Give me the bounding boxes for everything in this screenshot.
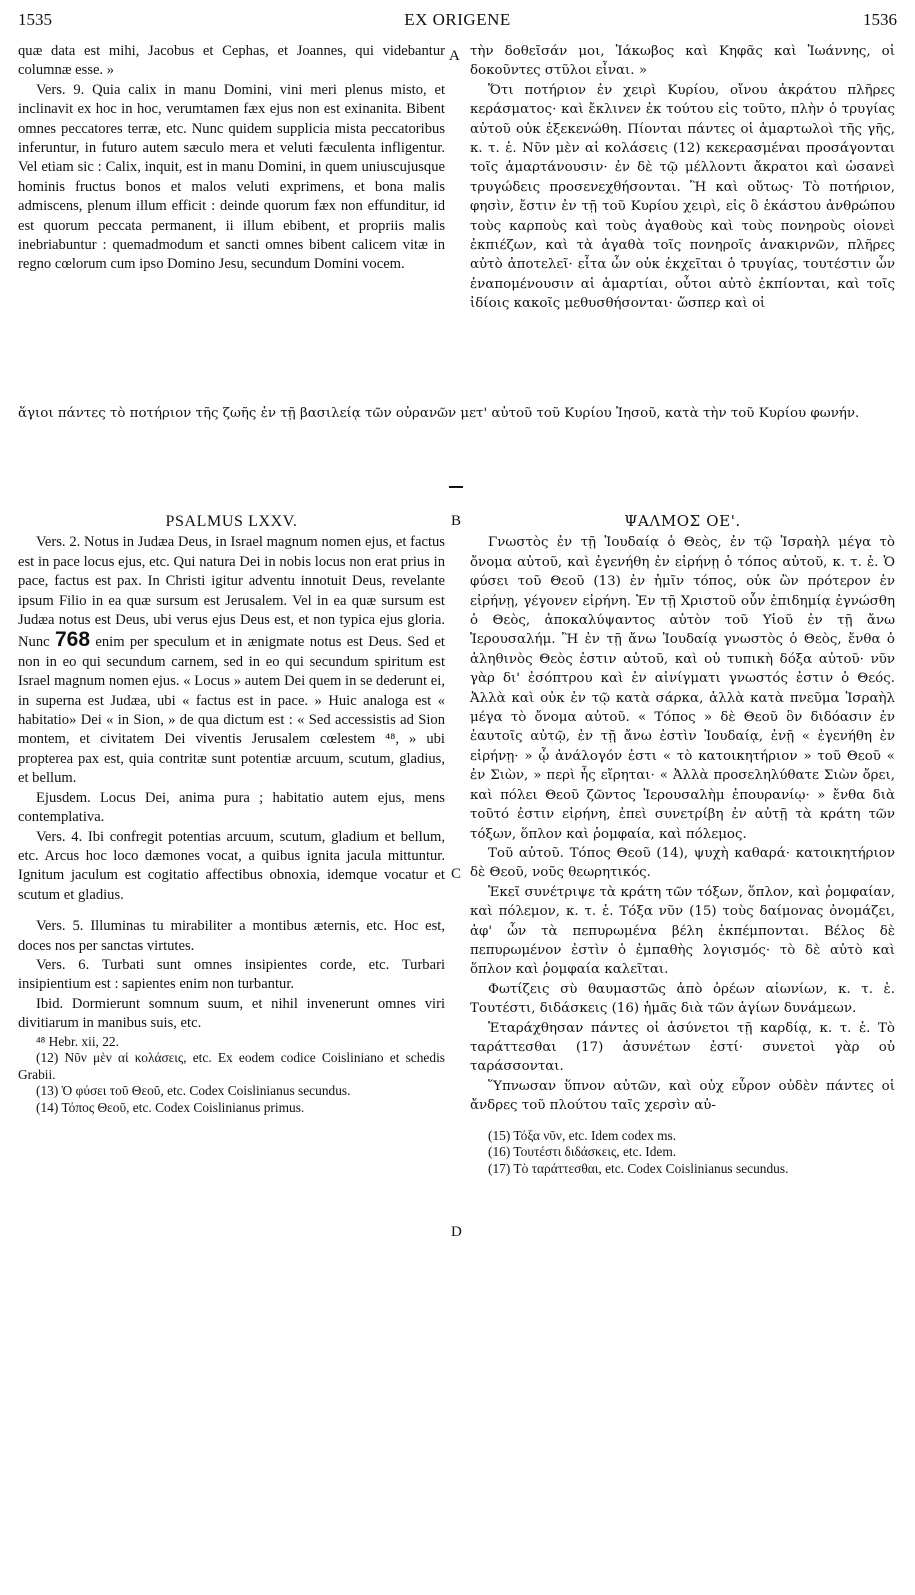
latin-paragraph: Vers. 6. Turbati sunt omnes insipientes corde, etc. Turbari insipientium est : sapientes enim non turbantur. (18, 956, 445, 993)
greek-psalm-column (470, 512, 895, 1177)
footnote: (14) Τόπος Θεοῦ, etc. Codex Coislinianus primus. (36, 1099, 305, 1115)
latin-footnotes (18, 1034, 445, 1117)
running-title: EX ORIGENE (404, 10, 511, 29)
greek-paragraph: Τοῦ αὐτοῦ. Τόπος Θεοῦ (14), ψυχὴ καθαρά· κατοικητήριον δὲ Θεοῦ, νοῦς θεωρητικός. (470, 845, 895, 881)
full-width-greek-line: ἅγιοι πάντες τὸ ποτήριον τῆς ζωῆς ἐν τῇ βασιλείᾳ τῶν οὐρανῶν μετ' αὐτοῦ τοῦ Κυρίου Ἰησοῦ, κατὰ τὴν τοῦ Κυρίου φωνήν. (18, 406, 860, 421)
latin-paragraph: Vers. 5. Illuminas tu mirabiliter a montibus æternis, etc. Hoc est, doces nos per sanctas virtutes. (18, 918, 445, 954)
footnote: (17) Τὸ ταράττεσθαι, etc. Codex Coislinianus secundus. (488, 1160, 789, 1176)
latin-text: enim per speculum et in ænigmate notus est Deus. Sed et non in eo qui secundum carnem, sed in eo qui secundum spiritum est Israel magnum nomen ejus. « Locus » autem Dei quem in se dederunt ei, in superna est Judæa, ubi « factus est in pace. » Huic analoga est « habitatio» Dei « in Sion, » de qua dictum est : « Sed accessistis ad Sion montem, et civitatem Dei viventis Jerusalem cœlestem ⁴⁸, » ubi propterea pax est, quia contritæ sunt potentiæ arcuum, scutum, gladius, et bellum. (18, 634, 445, 787)
margin-marker-d: D (451, 1224, 462, 1240)
margin-marker-b: B (451, 513, 462, 529)
running-header (18, 10, 897, 36)
latin-paragraph: Vers. 9. Quia calix in manu Domini, vini meri plenus misto, et inclinavit ex hoc in hoc, verumtamen fæx ejus non est exinanita. Bibent omnes peccatores terræ, etc. Nunc quidem supplicia mista peccatoribus inferuntur, in futuro autem sæculo mera et veluti fæculenta infligentur. Vel etiam sic : Calix, inquit, est in manu Domini, in quem uniuscujusque hominis fructus bonos et malos veluti exprimens, et bona malis admiscens, plenum illum efficit : deinde quorum fæx non effunditur, id est quorum peccata permanent, ii illum ebibent, et propriis malis inebriabuntur : quemadmodum et sancti omnes bibent calicem vitæ in regno cœlorum cum ipso Domino Jesu, secundum Domini vocem. (18, 81, 445, 273)
latin-text: Vers. 2. Notus in Judæa Deus, in Israel magnum nomen ejus, et factus est in pace locus ejus, etc. Qui natura Dei in nobis locus non erat prius in pace, factus est pax. In Christi igitur adventu innotuit Deus, revelante ipsum Filio in ea quæ sursum est Jerusalem. Vel in ea quæ sursum est Judæa notus est Deus, ubi verus ejus Deus est, et non typica ejus gloria. Nunc (18, 534, 445, 651)
top-greek-column (470, 42, 895, 314)
top-latin-column (18, 42, 445, 275)
page-number-right: 1536 (863, 10, 897, 29)
margin-marker-a: A (449, 48, 460, 64)
latin-paragraph: quæ data est mihi, Jacobus et Cephas, et Joannes, qui videbantur columnæ esse. » (18, 43, 445, 79)
greek-paragraph: Ὕπνωσαν ὕπνον αὐτῶν, καὶ οὐχ εὗρον οὐδὲν πάντες οἱ ἄνδρες τοῦ πλούτου ταῖς χερσὶν αὐ- (470, 1078, 895, 1114)
greek-paragraph: Ἐκεῖ συνέτριψε τὰ κράτη τῶν τόξων, ὅπλον, καὶ ῥομφαίαν, καὶ πόλεμον, κ. τ. ἑ. Τόξα νῦν (15) τοὺς δαίμονας ὀνομάζει, ἀφ' ὧν τὰ πεπυρωμένα βέλη ἐκπέμπονται. Βέλος δὲ πεπυρωμένον ἐστὶν ὁ ἐμπαθὴς λογισμός· τὸ δὲ αὐτὸ καὶ ὅπλον καὶ ῥομφαία καλεῖται. (470, 884, 895, 978)
greek-paragraph: Ὅτι ποτήριον ἐν χειρὶ Κυρίου, οἴνου ἀκράτου πλῆρες κεράσματος· καὶ ἔκλινεν ἐκ τούτου εἰς τοῦτο, πλὴν ὁ τρυγίας αὐτοῦ οὐκ ἐξεκενώθη. Πίονται πάντες οἱ ἁμαρτωλοὶ τῆς γῆς, κ. τ. ἑ. Νῦν μὲν αἱ κολάσεις (12) κεκερασμέναι προσάγονται τοῖς ἁμαρτάνουσιν· ἐν δὲ τῷ μέλλοντι ἄκρατοι καὶ ὡσανεὶ τρυγώδεις προσενεχθήσονται. Ἢ καὶ οὕτως· Τὸ ποτήριον, φησὶν, ἔστιν ἐν τῇ τοῦ Κυρίου χειρὶ, εἰς ὃ ἑκάστου ἀνθρώπου τοὺς καρποὺς καὶ τοὺς ἀγαθοὺς καὶ τοὺς πονηροὺς οἱονεὶ ἐκπιέζων, καὶ τὰ ἀγαθὰ τοῖς πονηροῖς ἀνακιρνῶν, πλῆρες αὐτὸ ἀποτελεῖ· εἶτα ὧν οὐκ ἐκχεῖται ὁ τρυγίας, τουτέστιν ὧν ἐναπομένουσιν αἱ ἁμαρτίαι, οὗτοι αὐτὸ ἐκπίονται, καὶ τοῖς ἰδίοις κακοῖς μεθυσθήσονται· ὥσπερ καὶ οἱ (470, 82, 895, 312)
greek-footnotes (470, 1128, 895, 1178)
section-divider (449, 486, 463, 488)
latin-psalm-column (18, 512, 445, 1116)
footnote: (12) Νῦν μὲν αἱ κολάσεις, etc. Ex eodem codice Coisliniano et schedis Grabii. (18, 1050, 445, 1082)
latin-section-title: PSALMUS LXXV. (165, 513, 298, 530)
footnote: (16) Τουτέστι διδάσκεις, etc. Idem. (488, 1144, 677, 1160)
greek-section-title: ΨΑΛΜΟΣ ΟΕ'. (624, 512, 741, 530)
footnote: (13) Ὁ φύσει τοῦ Θεοῦ, etc. Codex Coislinianus secundus. (36, 1083, 351, 1099)
latin-paragraph (18, 533, 445, 788)
footnote: ⁴⁸ Hebr. xii, 22. (36, 1033, 119, 1049)
greek-paragraph: Γνωστὸς ἐν τῇ Ἰουδαίᾳ ὁ Θεὸς, ἐν τῷ Ἰσραὴλ μέγα τὸ ὄνομα αὐτοῦ, καὶ ἐγενήθη ἐν εἰρήνῃ ὁ τόπος αὐτοῦ, κ. τ. ἑ. Ὁ φύσει τοῦ Θεοῦ (13) ἐν ἡμῖν τόπος, οὐκ ὢν πρότερον ἐν εἰρήνῃ, γέγονεν εἰρήνη. Ἐν τῇ Χριστοῦ οὖν ἐπιδημίᾳ ἐγνώσθη ὁ Θεὸς, ἀποκαλύψαντος αὐτὸν τοῦ Υἱοῦ ἐν τῇ ἄνω Ἱερουσαλήμ. Ἢ ἐν τῇ ἄνω Ἰουδαίᾳ γνωστὸς ὁ Θεὸς, ἔνθα ὁ ἀληθινὸς Θεὸς ἐστιν αὐτοῦ, καὶ οὐ τυπικὴ δόξα αὐτοῦ· νῦν γὰρ δι' ἐσόπτρου καὶ ἐν αἰνίγματι γνωστός ἐστιν ὁ Θεός. Ἀλλὰ καὶ οὐκ ἐν τῷ κατὰ σάρκα, ἀλλὰ κατὰ πνεῦμα Ἰσραὴλ μέγα τὸ ὄνομα αὐτοῦ. « Τόπος » δὲ Θεοῦ ὃν διδόασιν ἐν ἑαυτοῖς αὐτῷ, ἐν τῇ ἄνω ἐστὶν Ἰουδαίᾳ, ἐνῇ « ἐγενήθη ἐν εἰρήνῃ· » ᾧ ἀνάλογόν ἐστι « τὸ κατοικητήριον » τοῦ Θεοῦ « ἐν Σιὼν, » περὶ ἧς εἴρηται· « Ἀλλὰ προσεληλύθατε Σιὼν ὄρει, καὶ πόλει Θεοῦ ζῶντος Ἱερουσαλὴμ ἐπουρανίῳ· » ἔνθα διὰ τοῦτό ἐστιν εἰρήνη, ἐπεὶ συνετρίβη ἐν αὐτῇ τὰ κράτη τῶν τόξων, ὅπλον καὶ ῥομφαία, καὶ πόλεμος. (470, 535, 895, 842)
latin-paragraph: Ejusdem. Locus Dei, anima pura ; habitatio autem ejus, mens contemplativa. (18, 789, 445, 826)
footnote: (15) Τόξα νῦν, etc. Idem codex ms. (488, 1127, 677, 1143)
greek-paragraph: Φωτίζεις σὺ θαυμαστῶς ἀπὸ ὀρέων αἰωνίων, κ. τ. ἑ. Τουτέστι, διδάσκεις (16) ἡμᾶς διὰ τῶν ἁγίων δυνάμεων. (470, 981, 895, 1017)
latin-paragraph: Ibid. Dormierunt somnum suum, et nihil invenerunt omnes viri divitiarum in manibus suis, etc. (18, 995, 445, 1032)
greek-paragraph: Ἐταράχθησαν πάντες οἱ ἀσύνετοι τῇ καρδίᾳ, κ. τ. ἑ. Τὸ ταράττεσθαι (17) ἀσυνέτων ἐστί· συνετοὶ γὰρ οὐ ταράσσονται. (470, 1020, 895, 1075)
migne-page-number: 768 (54, 628, 91, 652)
latin-paragraph: Vers. 4. Ibi confregit potentias arcuum, scutum, gladium et bellum, etc. Arcus hoc loco dæmones vocat, a quibus ignita jacula mittuntur. Ignitum jaculum est cogitatio affectibus obnoxia, idemque vocatur et scutum et gladius. (18, 828, 445, 903)
page-number-left: 1535 (18, 10, 52, 29)
greek-paragraph: τὴν δοθεῖσάν μοι, Ἰάκωβος καὶ Κηφᾶς καὶ Ἰωάννης, οἱ δοκοῦντες στῦλοι εἶναι. » (470, 44, 895, 79)
margin-marker-c: C (451, 866, 462, 882)
